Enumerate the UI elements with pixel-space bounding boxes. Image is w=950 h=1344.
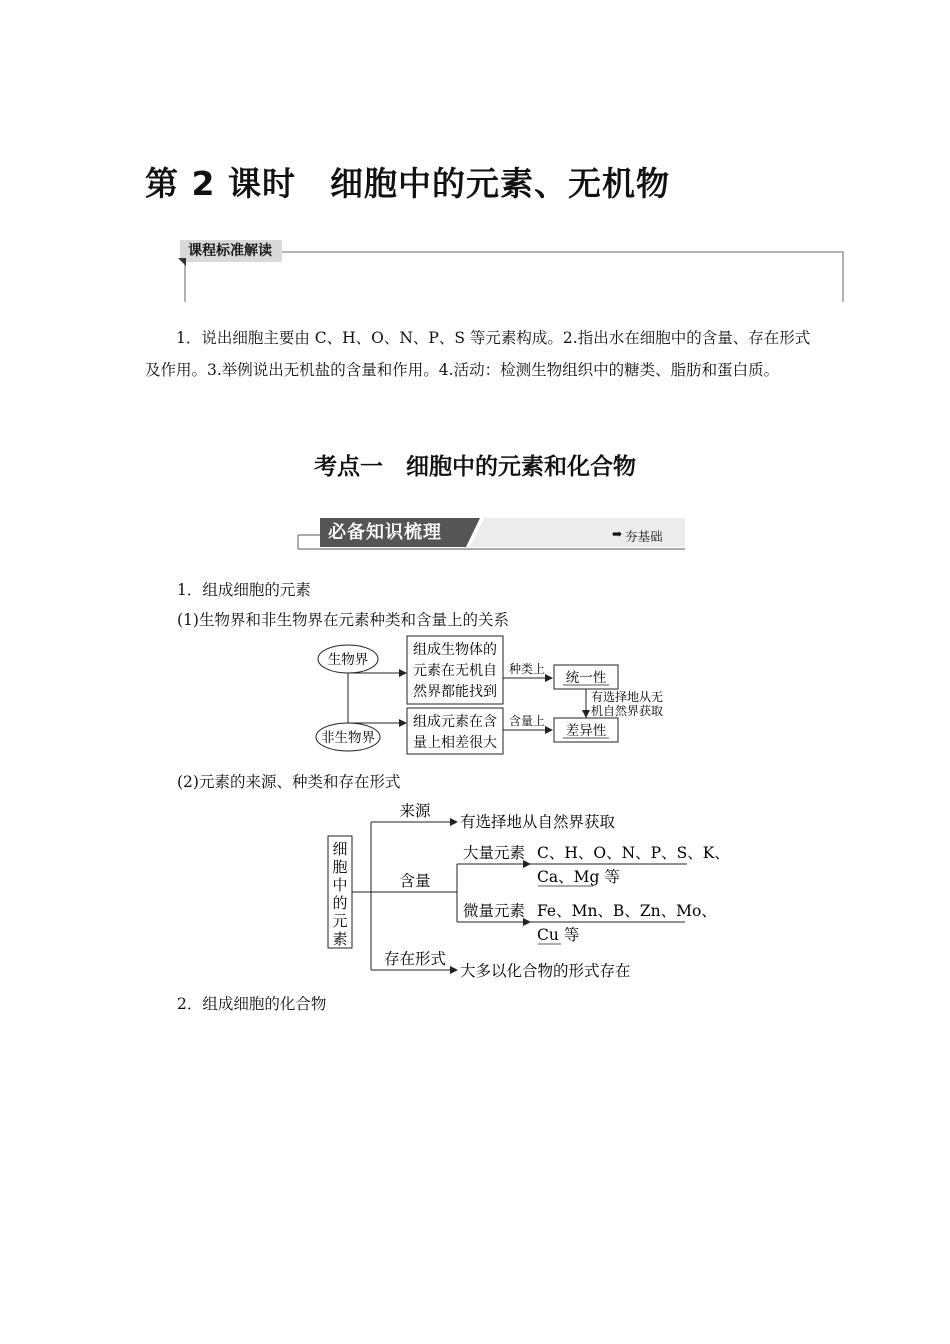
standard-text: 1．说出细胞主要由 C、H、O、N、P、S 等元素构成。2.指出水在细胞中的含量、存在形式及作用。3.举例说出无机盐的含量和作用。4.活动：检测生物组织中的糖类、脂肪和蛋白质。	[145, 329, 811, 379]
root-char-6: 素	[332, 930, 348, 948]
item1-sub1: (1)生物界和非生物界在元素种类和含量上的关系	[177, 611, 509, 629]
arrow-content-label: 含量上	[508, 714, 546, 728]
box-bottom-line-1: 组成元素在含	[413, 714, 497, 730]
root-char-2: 胞	[332, 858, 348, 876]
macro-line-2	[537, 868, 620, 886]
micro-line-1: Fe、Mn、B、Zn、Mo、	[537, 902, 717, 920]
standard-tab: 课程标准解读	[180, 240, 282, 262]
link-label-line-2: 机自然界获取	[591, 704, 664, 718]
tab-corner-icon	[178, 258, 186, 266]
root-char-1: 细	[332, 840, 348, 858]
box-top-line-3: 然界都能找到	[413, 684, 497, 700]
root-char-3: 中	[332, 876, 348, 894]
box-bottom-line-2: 量上相差很大	[413, 735, 497, 751]
standard-frame	[183, 250, 845, 302]
source-value: 有选择地从自然界获取	[460, 813, 616, 831]
oval-abiotic-label: 非生物界	[321, 730, 375, 746]
arrow-kind-label: 种类上	[508, 662, 546, 676]
root-char-5: 元	[332, 912, 348, 930]
diagram-element-forms	[325, 798, 730, 988]
micro-label: 微量元素	[463, 902, 526, 920]
macro-line-1: C、H、O、N、P、S、K、	[537, 844, 730, 862]
branch-source: 来源	[399, 802, 431, 820]
item2-heading: 2．组成细胞的化合物	[177, 995, 327, 1013]
micro-suffix: 等	[558, 926, 580, 944]
arrow-right-icon: ➡	[612, 527, 623, 541]
branch-content: 含量	[399, 872, 431, 890]
form-value: 大多以化合物的形式存在	[460, 962, 631, 980]
oval-biotic-label: 生物界	[327, 652, 369, 668]
result-unity: 统一性	[565, 670, 607, 686]
macro-suffix: 等	[599, 868, 620, 886]
box-top-line-1: 组成生物体的	[413, 642, 497, 658]
branch-form: 存在形式	[383, 950, 447, 968]
macro-underlined: Ca、Mg	[537, 868, 600, 886]
micro-underlined: Cu	[537, 926, 559, 944]
diagram-biotic-abiotic	[310, 632, 680, 757]
box-top-line-2: 元素在无机自	[413, 663, 497, 679]
root-char-4: 的	[332, 894, 348, 912]
macro-label: 大量元素	[463, 844, 526, 862]
link-label-line-1: 有选择地从无	[591, 690, 664, 704]
item1-heading: 1．组成细胞的元素	[177, 581, 311, 599]
item1-sub2: (2)元素的来源、种类和存在形式	[177, 773, 401, 791]
section-title: 考点一 细胞中的元素和化合物	[314, 454, 636, 480]
knowledge-bar-tag: 夯基础	[625, 529, 663, 544]
knowledge-bar-label: 必备知识梳理	[328, 522, 442, 543]
page-title: 第 2 课时 细胞中的元素、无机物	[145, 164, 670, 203]
micro-line-2	[537, 926, 579, 944]
result-difference: 差异性	[565, 723, 607, 739]
